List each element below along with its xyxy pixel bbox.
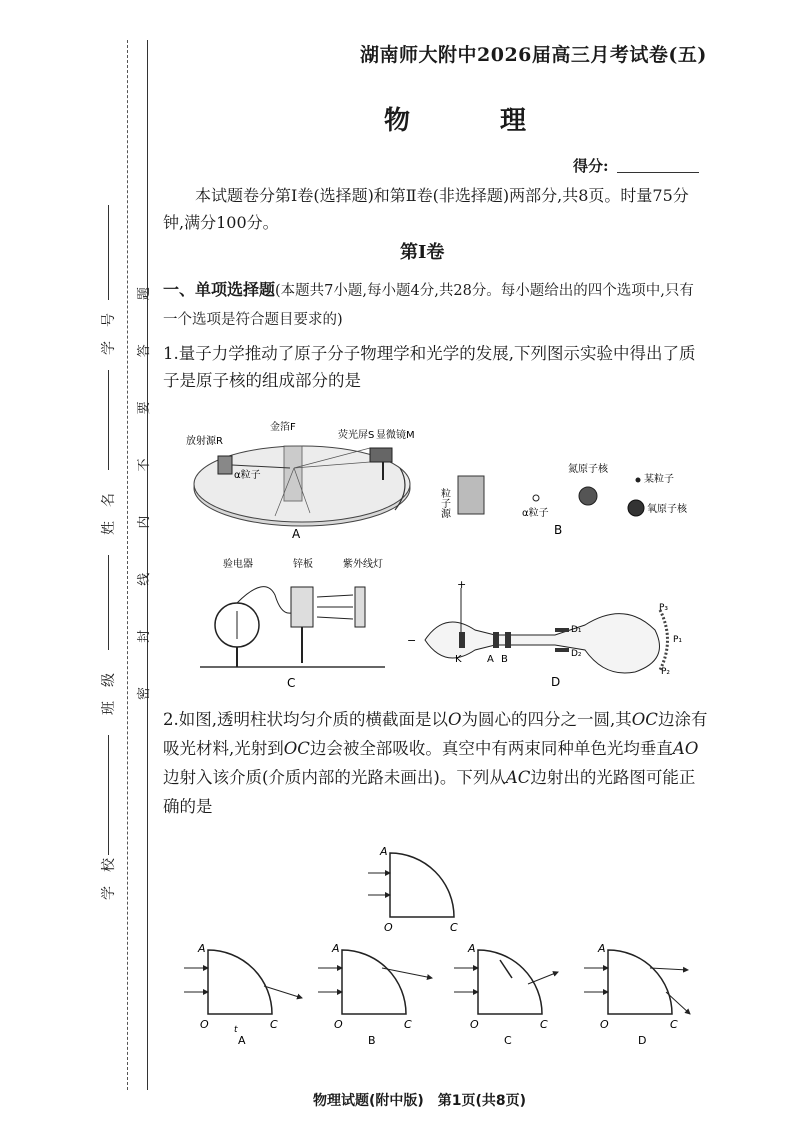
- fig-b-alpha: [533, 495, 539, 501]
- fig-b-option-label: B: [554, 523, 563, 537]
- q2-c-label-a: A: [468, 942, 476, 955]
- q2-a-option-label: A: [238, 1034, 246, 1047]
- student-id-label: 学 号: [101, 313, 117, 355]
- fig-d-plus-label: +: [457, 578, 467, 591]
- q2-ao: AO: [672, 739, 699, 758]
- fig-d-d1-label: D₁: [571, 625, 582, 635]
- q2-a-label-a: A: [198, 942, 206, 955]
- intro-text: 本试题卷分第Ⅰ卷(选择题)和第Ⅱ卷(非选择题)两部分,共8页。时量75分钟,满分100分。: [163, 186, 689, 232]
- fig-d-d2-label: D₂: [571, 649, 582, 659]
- fig-d-b-label: B: [501, 654, 508, 665]
- q2-option-d: [578, 942, 708, 1046]
- fig-c-zinc-plate: [291, 587, 313, 627]
- fig-d-plate-d1: [555, 628, 569, 632]
- fig-c-ray-1: [317, 595, 353, 597]
- q2-a-label-c: C: [270, 1018, 278, 1031]
- q2-text-4: 边会被全部吸收。真空中有两束同种单色光均垂直: [309, 739, 673, 758]
- fig-d-anode-a: [493, 632, 499, 648]
- fig-b-source-box: [458, 476, 484, 514]
- q2-text-5: 边射入该介质(介质内部的光路未画出)。下列从: [163, 768, 506, 787]
- fig-d-p1-label: P₁: [673, 635, 683, 645]
- part-one-heading: [163, 276, 708, 334]
- fig-a-foil-label: 金箔F: [270, 422, 296, 433]
- q2-b-label-o: O: [334, 1018, 343, 1031]
- score-label: 得分:: [573, 157, 609, 175]
- q2-o: O: [448, 710, 462, 729]
- question-1-text: 1.量子力学推动了原子分子物理学和光学的发展,下列图示实验中得出了质子是原子核的组成部分的是: [163, 344, 696, 390]
- name-label: 姓 名: [101, 493, 117, 535]
- fig-d-anode-b: [505, 632, 511, 648]
- q2-c-label-o: O: [470, 1018, 479, 1031]
- q2-ac: AC: [505, 768, 531, 787]
- fig-c-electroscope-label: 验电器: [223, 559, 253, 570]
- question-2-text: [163, 705, 708, 821]
- q2-d-label-o: O: [600, 1018, 609, 1031]
- fig-b-nitrogen-label: 氮原子核: [568, 464, 608, 475]
- figure-d: [405, 580, 695, 690]
- fig-b-alpha-label: α粒子: [522, 508, 549, 519]
- seal-text: 密 封 线 内 不 要 答 题: [137, 267, 152, 700]
- fig-d-a-label: A: [487, 654, 494, 665]
- q2-main-c: C: [450, 921, 458, 934]
- fig-d-option-label: D: [551, 675, 561, 689]
- fig-b-some-particle-label: 某粒子: [644, 474, 674, 485]
- fig-b-oxygen-label: 氧原子核: [647, 504, 687, 515]
- q2-b-option-label: B: [368, 1034, 376, 1047]
- fig-d-p3-label: P₃: [659, 603, 669, 613]
- fig-d-cathode: [459, 632, 465, 648]
- q2-d-quarter: [608, 950, 672, 1014]
- q2-a-label-o: O: [200, 1018, 209, 1031]
- fig-b-oxygen: [628, 500, 644, 516]
- q2-d-out-ray-1: [650, 968, 688, 970]
- q2-option-c: [448, 942, 578, 1046]
- page-footer: 物理试题(附中版) 第1页(共8页): [313, 1093, 527, 1109]
- fig-a-source-label: 放射源R: [186, 436, 223, 447]
- figure-c: [195, 555, 395, 690]
- fig-d-minus-label: −: [407, 634, 417, 647]
- q2-b-label-a: A: [332, 942, 340, 955]
- fig-c-uv-label: 紫外线灯: [343, 559, 383, 570]
- q2-text-2: 为圆心的四分之一圆,其: [461, 710, 632, 729]
- q2-d-label-a: A: [598, 942, 606, 955]
- q2-d-label-c: C: [670, 1018, 678, 1031]
- fig-a-particle-label: α粒子: [234, 470, 261, 481]
- fig-c-zinc-label: 锌板: [293, 559, 313, 570]
- fig-c-uv-lamp: [355, 587, 365, 627]
- student-id-line-2: [108, 370, 109, 470]
- q2-main-o: O: [384, 921, 393, 934]
- q2-d-option-label: D: [638, 1034, 647, 1047]
- q2-c-label-c: C: [540, 1018, 548, 1031]
- q2-c-option-label: C: [504, 1034, 512, 1047]
- part-one-title: 一、单项选择题: [163, 280, 276, 299]
- q2-option-b: [312, 942, 442, 1046]
- binding-dashed-line: [127, 40, 128, 1090]
- q2-b-label-c: C: [404, 1018, 412, 1031]
- q2-c-out-ray: [528, 972, 558, 984]
- part-one-instructions: (本题共7小题,每小题4分,共28分。每小题给出的四个选项中,只有一个选项是符合题目要求的): [163, 283, 694, 328]
- q2-text-1: 2.如图,透明柱状均匀介质的横截面是以: [163, 710, 448, 729]
- q2-oc: OC: [631, 710, 658, 729]
- fig-d-p2-label: P₂: [661, 667, 671, 677]
- score-blank: [617, 172, 699, 173]
- q2-text-6: 边射出的光路图可能正确的是: [163, 768, 696, 816]
- section-heading: 第Ⅰ卷: [400, 242, 445, 263]
- fig-a-microscope: [370, 448, 392, 462]
- name-line: [108, 555, 109, 650]
- fig-d-plate-d2: [555, 648, 569, 652]
- exam-title: 湖南师大附中2026届高三月考试卷(五): [360, 44, 707, 66]
- class-line: [108, 735, 109, 855]
- school-label: 学 校: [101, 858, 117, 900]
- q2-a-extra: t: [234, 1025, 238, 1035]
- fig-a-option-label: A: [292, 527, 301, 541]
- fig-c-option-label: C: [287, 676, 296, 690]
- figure-a: [180, 418, 420, 540]
- fig-a-screen-label: 荧光屏S: [338, 430, 375, 441]
- q2-main-a: A: [380, 845, 388, 858]
- fig-b-source-label: 粒子源: [438, 488, 450, 518]
- q2-b-quarter: [342, 950, 406, 1014]
- figure-b: [440, 458, 700, 538]
- q2-a-quarter: [208, 950, 272, 1014]
- q2-option-a: [178, 942, 308, 1046]
- fig-a-microscope-label: 显微镜M: [376, 430, 415, 441]
- q2-text-3: 边涂有吸光材料,光射到: [163, 710, 708, 758]
- fig-a-source-box: [218, 456, 232, 474]
- student-id-line: [108, 205, 109, 300]
- q2-main-figure: [360, 845, 470, 935]
- fig-c-ray-3: [317, 617, 353, 619]
- q2-oc-2: OC: [283, 739, 310, 758]
- fig-b-some-particle: [636, 478, 641, 483]
- fig-b-nitrogen: [579, 487, 597, 505]
- fig-a-foil: [284, 446, 302, 501]
- q2-main-quarter: [390, 853, 454, 917]
- page-title: 物 理: [384, 106, 559, 136]
- fig-d-k-label: K: [455, 654, 462, 665]
- class-label: 班 级: [101, 673, 117, 715]
- fig-d-screen: [660, 610, 668, 670]
